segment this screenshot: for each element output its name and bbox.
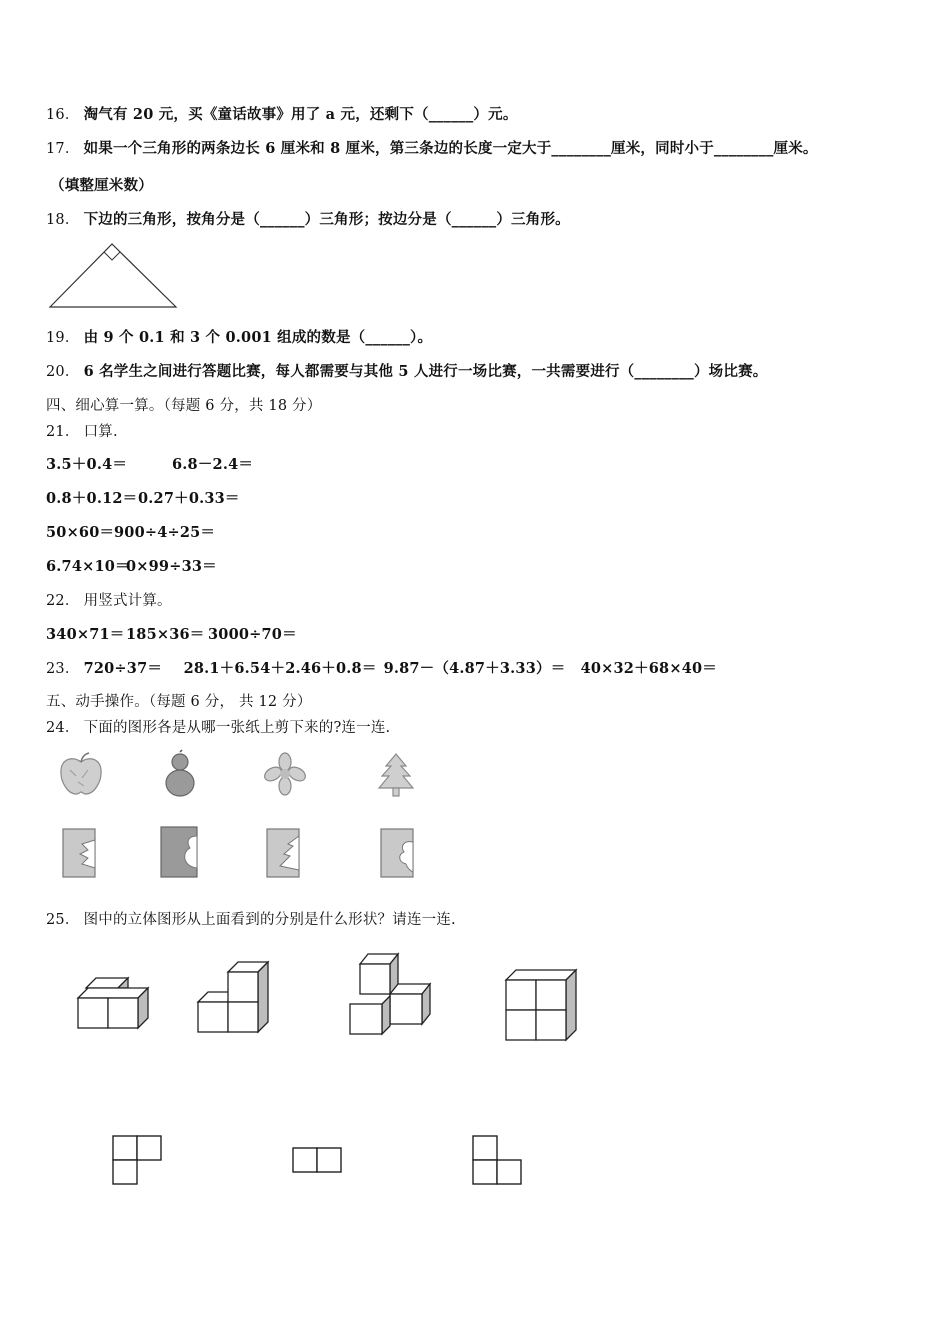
question-number: 25． [46, 912, 80, 928]
question-number: 17． [46, 141, 80, 157]
section-5-title: 五、动手操作。（每题 6 分， 共 12 分） [46, 694, 312, 710]
question-text: 6 名学生之间进行答题比赛，每人都需要与其他 5 人进行一场比赛，一共需要进行（________）场比赛。 [83, 363, 768, 380]
oral-item: 6.8－2.4＝ [172, 456, 254, 473]
section-4-title: 四、细心算一算。（每题 6 分，共 18 分） [46, 398, 322, 414]
calc-item: 720÷37＝ [83, 660, 163, 677]
oral-item: 6.74×10＝ [46, 558, 130, 575]
paper-with-apple-hole [62, 828, 96, 878]
question-number: 18． [46, 212, 80, 228]
oral-row-1 [46, 453, 253, 474]
question-number: 16． [46, 107, 80, 123]
question-19 [46, 326, 432, 347]
top-view-shape-2 [292, 1147, 344, 1175]
oral-row-4 [46, 555, 217, 576]
flower-cutout [262, 752, 308, 796]
calc-item: 185×36＝ [126, 626, 205, 643]
oral-item: 0.8＋0.12＝ [46, 490, 138, 507]
question-number: 19． [46, 330, 80, 346]
paper-with-gourd-hole [160, 826, 198, 878]
oral-item: 50×60＝ [46, 524, 115, 541]
top-view-shape-1 [112, 1135, 164, 1187]
question-25 [46, 908, 456, 929]
question-text: 如果一个三角形的两条边长 6 厘米和 8 厘米，第三条边的长度一定大于________厘米，同时小于________厘米。 [83, 140, 818, 157]
calc-item: 340×71＝ [46, 626, 125, 643]
paper-with-flower-hole [380, 828, 414, 878]
question-17 [46, 137, 818, 158]
tree-cutout [376, 752, 416, 798]
solid-figure-3 [348, 952, 434, 1036]
question-17-note: （填整厘米数） [50, 177, 153, 194]
calc-item: 3000÷70＝ [208, 626, 297, 643]
question-16 [46, 103, 518, 124]
question-number: 24． [46, 720, 80, 736]
question-20 [46, 360, 767, 381]
question-text: 口算. [83, 424, 118, 440]
paper-with-tree-hole [266, 828, 300, 878]
question-number: 23． [46, 661, 80, 677]
calc-item: 28.1＋6.54＋2.46＋0.8＝ [183, 660, 377, 677]
solid-figure-2 [196, 958, 272, 1034]
question-text: 图中的立体图形从上面看到的分别是什么形状？请连一连. [83, 912, 456, 928]
question-text: 用竖式计算。 [83, 593, 172, 609]
apple-cutout [58, 752, 104, 796]
question-24 [46, 716, 390, 737]
question-text: 由 9 个 0.1 和 3 个 0.001 组成的数是（______）。 [83, 329, 433, 346]
solid-figure-1 [76, 976, 152, 1030]
calc-item: 9.87－（4.87＋3.33）＝ [383, 660, 566, 677]
right-isosceles-triangle [48, 242, 180, 310]
question-text: 淘气有 20 元，买《童话故事》用了 a 元，还剩下（______）元。 [83, 106, 518, 123]
gourd-cutout [162, 750, 198, 798]
question-number: 22． [46, 593, 80, 609]
question-text: 下边的三角形，按角分是（______）三角形；按边分是（______）三角形。 [83, 211, 570, 228]
vertical-calc-row [46, 623, 297, 644]
oral-item: 3.5＋0.4＝ [46, 456, 128, 473]
oral-row-2 [46, 487, 240, 508]
question-number: 21． [46, 424, 80, 440]
question-text: 下面的图形各是从哪一张纸上剪下来的?连一连. [83, 720, 391, 736]
question-22 [46, 589, 172, 610]
oral-item: 900÷4÷25＝ [114, 524, 216, 541]
oral-item: 0×99÷33＝ [126, 558, 217, 575]
question-18 [46, 208, 570, 229]
question-21 [46, 420, 118, 441]
question-23 [46, 657, 717, 678]
question-number: 20． [46, 364, 80, 380]
oral-item: 0.27＋0.33＝ [138, 490, 240, 507]
solid-figure-4 [504, 968, 580, 1042]
top-view-shape-3 [472, 1135, 524, 1187]
oral-row-3 [46, 521, 215, 542]
calc-item: 40×32＋68×40＝ [580, 660, 717, 677]
